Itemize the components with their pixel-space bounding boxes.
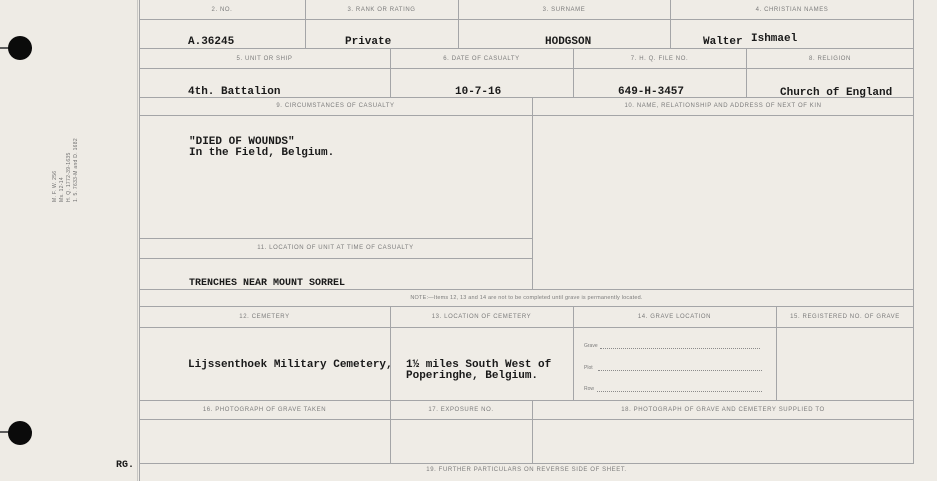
col-sep [573, 306, 574, 400]
header-photograph-taken: 16. PHOTOGRAPH OF GRAVE TAKEN [202, 407, 327, 413]
punch-hole-bottom [8, 421, 32, 445]
rule [139, 19, 914, 20]
header-surname: 3. SURNAME [542, 7, 586, 13]
rule [139, 258, 532, 259]
form-reference [52, 118, 80, 202]
header-next-of-kin: 10. NAME, RELATIONSHIP AND ADDRESS OF NEXT OF KIN [624, 103, 822, 109]
grave-label: Grave [584, 343, 598, 349]
header-registered-no: 15. REGISTERED NO. OF GRAVE [790, 314, 900, 320]
header-unit: 5. UNIT OR SHIP [236, 56, 293, 62]
col-sep [776, 306, 777, 400]
punch-hole-top [8, 36, 32, 60]
rule [139, 327, 914, 328]
header-cemetery: 12. CEMETERY [239, 314, 290, 320]
rule [139, 419, 914, 420]
rule [139, 463, 914, 464]
value-religion: Church of England [780, 87, 893, 99]
value-cemetery-location-line2: Poperinghe, Belgium. [406, 370, 539, 382]
row-label: Row [584, 386, 595, 392]
header-circumstances: 9. CIRCUMSTANCES OF CASUALTY [276, 103, 395, 109]
grave-dotted-line [600, 348, 760, 349]
header-grave-location: 14. GRAVE LOCATION [637, 314, 712, 320]
value-rank: Private [345, 36, 392, 48]
header-exposure-no: 17. EXPOSURE NO. [428, 407, 494, 413]
rule [139, 115, 914, 116]
plot-dotted-line [598, 370, 762, 371]
rule [139, 306, 914, 307]
value-number: A.36245 [188, 36, 235, 48]
form-reference-line: 1. 5. 7633-M and D. 1682 [73, 138, 79, 202]
header-rank: 3. RANK OR RATING [347, 7, 416, 13]
rule [139, 400, 914, 401]
header-location-of-unit: 11. LOCATION OF UNIT AT TIME OF CASUALTY [257, 245, 414, 251]
col-sep [532, 97, 533, 289]
rule [139, 289, 914, 290]
plot-label: Plot [584, 365, 593, 371]
value-surname: HODGSON [545, 36, 592, 48]
value-cemetery-location-line1: 1½ miles South West of [406, 359, 552, 371]
header-file-no: 7. H. Q. FILE NO. [630, 56, 689, 62]
header-photograph-supplied: 18. PHOTOGRAPH OF GRAVE AND CEMETERY SUPPLIED TO [621, 407, 825, 413]
value-cemetery: Lijssenthoek Military Cemetery, [188, 359, 393, 371]
note-text: NOTE:—Items 12, 13 and 14 are not to be completed until grave is permanently located. [410, 295, 643, 301]
form-reference-line: Ms. 12-14 [59, 177, 65, 202]
header-christian-names: 4. CHRISTIAN NAMES [755, 7, 829, 13]
value-date: 10-7-16 [455, 86, 502, 98]
rule [139, 48, 914, 49]
form-reference-line: H. Q. 1772-39-1635 [66, 152, 72, 202]
header-location-of-cemetery: 13. LOCATION OF CEMETERY [431, 314, 532, 320]
main-right-border [913, 0, 914, 464]
footer-code: RG. [116, 460, 135, 471]
header-religion: 8. RELIGION [809, 56, 851, 62]
row-dotted-line [597, 391, 762, 392]
form-reference-line: M. F. W. 256 [52, 170, 58, 202]
value-christian-second: Ishmael [751, 33, 798, 45]
value-unit: 4th. Battalion [188, 86, 281, 98]
value-file-no: 649-H-3457 [618, 86, 685, 98]
value-christian-first: Walter [703, 36, 743, 48]
rule [139, 238, 532, 239]
card-stub [0, 0, 137, 481]
header-number: 2. NO. [211, 7, 233, 13]
value-circumstances-line1: "DIED OF WOUNDS" [189, 136, 295, 148]
value-circumstances-line2: In the Field, Belgium. [189, 147, 335, 159]
col-sep [390, 306, 391, 463]
header-date: 6. DATE OF CASUALTY [443, 56, 520, 62]
value-location-of-unit: TRENCHES NEAR MOUNT SORREL [189, 278, 346, 289]
rule [139, 68, 914, 69]
stub-divider [137, 0, 138, 481]
footer-further-particulars: 19. FURTHER PARTICULARS ON REVERSE SIDE OF SHEET. [426, 467, 627, 473]
